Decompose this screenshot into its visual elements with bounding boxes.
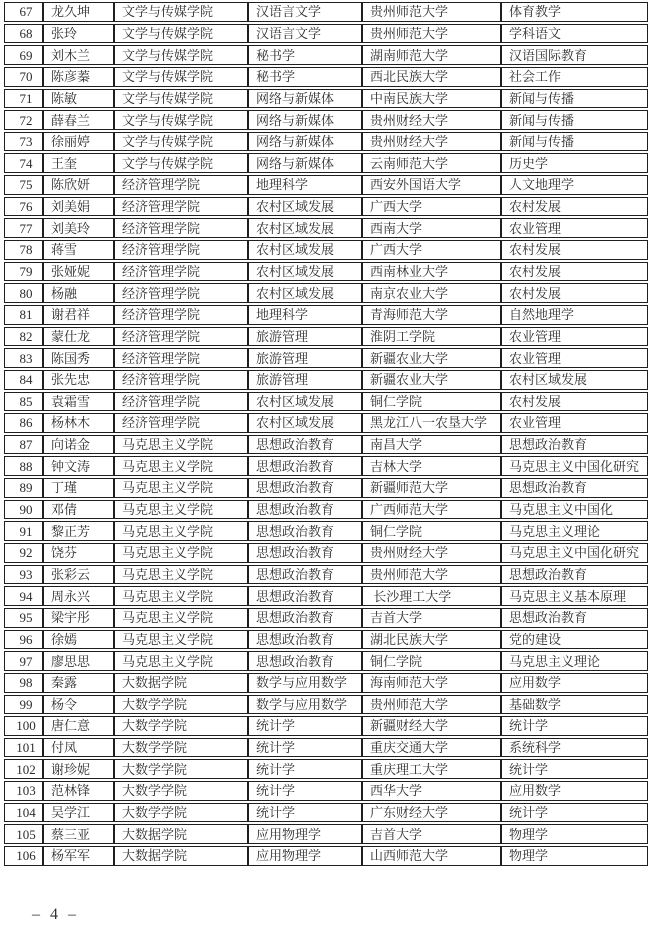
cell-no: 67	[4, 2, 43, 22]
cell-name: 陈欣妍	[43, 175, 114, 195]
table-row	[4, 781, 648, 801]
cell-college: 文学与传媒学院	[114, 2, 248, 22]
cell-specialty: 农业管理	[501, 413, 648, 433]
table-row	[4, 759, 648, 779]
cell-specialty: 马克思主义基本原理	[501, 586, 648, 606]
table-row	[4, 175, 648, 195]
cell-name: 杨令	[43, 695, 114, 715]
cell-specialty: 农村发展	[501, 283, 648, 303]
cell-major: 秘书学	[248, 67, 362, 87]
table-row	[4, 110, 648, 130]
cell-university: 重庆理工大学	[362, 759, 501, 779]
table-row	[4, 370, 648, 390]
table-row	[4, 695, 648, 715]
cell-university: 西南大学	[362, 218, 501, 238]
cell-college: 马克思主义学院	[114, 608, 248, 628]
table-row	[4, 586, 648, 606]
cell-specialty: 自然地理学	[501, 305, 648, 325]
cell-no: 87	[4, 435, 43, 455]
cell-university: 吉林大学	[362, 456, 501, 476]
table-row	[4, 45, 648, 65]
cell-university: 南昌大学	[362, 435, 501, 455]
cell-college: 马克思主义学院	[114, 500, 248, 520]
cell-specialty: 马克思主义中国化研究	[501, 543, 648, 563]
cell-no: 89	[4, 478, 43, 498]
cell-specialty: 马克思主义理论	[501, 521, 648, 541]
cell-university: 西华大学	[362, 781, 501, 801]
cell-major: 数学与应用数学	[248, 673, 362, 693]
cell-university: 山西师范大学	[362, 846, 501, 866]
cell-specialty: 思想政治教育	[501, 478, 648, 498]
cell-major: 思想政治教育	[248, 608, 362, 628]
cell-no: 96	[4, 630, 43, 650]
cell-no: 88	[4, 456, 43, 476]
cell-no: 91	[4, 521, 43, 541]
cell-no: 79	[4, 262, 43, 282]
cell-university: 青海师范大学	[362, 305, 501, 325]
cell-no: 103	[4, 781, 43, 801]
cell-major: 汉语言文学	[248, 2, 362, 22]
cell-university: 铜仁学院	[362, 651, 501, 671]
cell-major: 秘书学	[248, 45, 362, 65]
table-row	[4, 716, 648, 736]
cell-college: 经济管理学院	[114, 283, 248, 303]
cell-name: 陈敏	[43, 89, 114, 109]
cell-specialty: 新闻与传播	[501, 89, 648, 109]
cell-major: 网络与新媒体	[248, 89, 362, 109]
cell-no: 102	[4, 759, 43, 779]
cell-major: 农村区域发展	[248, 413, 362, 433]
table-row	[4, 565, 648, 585]
cell-college: 大数学学院	[114, 716, 248, 736]
cell-university: 新疆农业大学	[362, 370, 501, 390]
cell-no: 106	[4, 846, 43, 866]
cell-university: 贵州师范大学	[362, 2, 501, 22]
cell-name: 唐仁意	[43, 716, 114, 736]
cell-no: 76	[4, 197, 43, 217]
cell-college: 经济管理学院	[114, 413, 248, 433]
table-row	[4, 803, 648, 823]
cell-major: 农村区域发展	[248, 197, 362, 217]
table-row	[4, 824, 648, 844]
table-row	[4, 630, 648, 650]
cell-university: 吉首大学	[362, 608, 501, 628]
cell-specialty: 马克思主义中国化	[501, 500, 648, 520]
cell-college: 文学与传媒学院	[114, 67, 248, 87]
cell-no: 94	[4, 586, 43, 606]
table-row	[4, 153, 648, 173]
cell-university: 新疆农业大学	[362, 348, 501, 368]
table-row	[4, 348, 648, 368]
cell-major: 思想政治教育	[248, 478, 362, 498]
cell-college: 文学与传媒学院	[114, 110, 248, 130]
cell-specialty: 农村区域发展	[501, 370, 648, 390]
cell-name: 谢君祥	[43, 305, 114, 325]
cell-specialty: 物理学	[501, 846, 648, 866]
cell-major: 统计学	[248, 781, 362, 801]
cell-college: 马克思主义学院	[114, 565, 248, 585]
cell-university: 铜仁学院	[362, 521, 501, 541]
cell-specialty: 党的建设	[501, 630, 648, 650]
table-row	[4, 543, 648, 563]
cell-university: 西北民族大学	[362, 67, 501, 87]
cell-major: 旅游管理	[248, 348, 362, 368]
cell-major: 农村区域发展	[248, 218, 362, 238]
cell-major: 思想政治教育	[248, 543, 362, 563]
cell-name: 张先忠	[43, 370, 114, 390]
cell-university: 云南师范大学	[362, 153, 501, 173]
cell-name: 谢珍妮	[43, 759, 114, 779]
cell-no: 104	[4, 803, 43, 823]
cell-no: 99	[4, 695, 43, 715]
cell-specialty: 系统科学	[501, 738, 648, 758]
cell-university: 贵州师范大学	[362, 24, 501, 44]
cell-university: 吉首大学	[362, 824, 501, 844]
cell-name: 陈彦蓁	[43, 67, 114, 87]
cell-university: 广西大学	[362, 197, 501, 217]
table-row	[4, 197, 648, 217]
table-row	[4, 283, 648, 303]
cell-major: 思想政治教育	[248, 630, 362, 650]
cell-name: 吴学江	[43, 803, 114, 823]
table-row	[4, 132, 648, 152]
cell-no: 74	[4, 153, 43, 173]
cell-name: 杨林木	[43, 413, 114, 433]
cell-specialty: 统计学	[501, 716, 648, 736]
cell-name: 饶芬	[43, 543, 114, 563]
cell-major: 网络与新媒体	[248, 153, 362, 173]
cell-name: 周永兴	[43, 586, 114, 606]
cell-major: 思想政治教育	[248, 456, 362, 476]
cell-no: 82	[4, 327, 43, 347]
cell-name: 张彩云	[43, 565, 114, 585]
cell-no: 70	[4, 67, 43, 87]
cell-specialty: 学科语文	[501, 24, 648, 44]
cell-college: 马克思主义学院	[114, 651, 248, 671]
cell-name: 廖思思	[43, 651, 114, 671]
cell-major: 思想政治教育	[248, 521, 362, 541]
cell-university: 湖北民族大学	[362, 630, 501, 650]
cell-college: 大数据学院	[114, 824, 248, 844]
cell-major: 网络与新媒体	[248, 110, 362, 130]
cell-major: 应用物理学	[248, 824, 362, 844]
cell-college: 大数学学院	[114, 738, 248, 758]
cell-college: 文学与传媒学院	[114, 153, 248, 173]
cell-college: 文学与传媒学院	[114, 132, 248, 152]
cell-specialty: 农村发展	[501, 197, 648, 217]
cell-name: 蒋雪	[43, 240, 114, 260]
cell-specialty: 马克思主义理论	[501, 651, 648, 671]
cell-specialty: 统计学	[501, 803, 648, 823]
cell-no: 73	[4, 132, 43, 152]
table-row	[4, 67, 648, 87]
cell-college: 经济管理学院	[114, 240, 248, 260]
cell-university: 贵州财经大学	[362, 110, 501, 130]
table-row	[4, 846, 648, 866]
cell-no: 105	[4, 824, 43, 844]
cell-no: 98	[4, 673, 43, 693]
cell-no: 101	[4, 738, 43, 758]
cell-no: 90	[4, 500, 43, 520]
cell-major: 思想政治教育	[248, 651, 362, 671]
cell-college: 马克思主义学院	[114, 456, 248, 476]
cell-college: 经济管理学院	[114, 370, 248, 390]
cell-name: 刘木兰	[43, 45, 114, 65]
table-row	[4, 327, 648, 347]
cell-no: 92	[4, 543, 43, 563]
table-row	[4, 478, 648, 498]
cell-major: 农村区域发展	[248, 283, 362, 303]
cell-university: 长沙理工大学	[362, 586, 501, 606]
cell-university: 新疆财经大学	[362, 716, 501, 736]
cell-name: 刘美玲	[43, 218, 114, 238]
cell-specialty: 体育教学	[501, 2, 648, 22]
cell-college: 经济管理学院	[114, 175, 248, 195]
table-row	[4, 413, 648, 433]
cell-major: 统计学	[248, 738, 362, 758]
cell-name: 张玲	[43, 24, 114, 44]
table-row	[4, 2, 648, 22]
cell-university: 黑龙江八一农垦大学	[362, 413, 501, 433]
admissions-table-body	[4, 2, 648, 866]
cell-university: 湖南师范大学	[362, 45, 501, 65]
cell-name: 杨军军	[43, 846, 114, 866]
table-row	[4, 240, 648, 260]
cell-college: 马克思主义学院	[114, 543, 248, 563]
table-row	[4, 608, 648, 628]
cell-major: 思想政治教育	[248, 435, 362, 455]
cell-college: 经济管理学院	[114, 305, 248, 325]
table-row	[4, 89, 648, 109]
cell-no: 68	[4, 24, 43, 44]
cell-no: 97	[4, 651, 43, 671]
cell-university: 西南林业大学	[362, 262, 501, 282]
cell-name: 黎正芳	[43, 521, 114, 541]
cell-name: 蒙仕龙	[43, 327, 114, 347]
cell-no: 80	[4, 283, 43, 303]
cell-specialty: 农村发展	[501, 392, 648, 412]
cell-university: 南京农业大学	[362, 283, 501, 303]
cell-no: 86	[4, 413, 43, 433]
cell-name: 邓倩	[43, 500, 114, 520]
cell-no: 84	[4, 370, 43, 390]
cell-name: 薛春兰	[43, 110, 114, 130]
table-row	[4, 651, 648, 671]
cell-university: 重庆交通大学	[362, 738, 501, 758]
cell-no: 75	[4, 175, 43, 195]
cell-major: 农村区域发展	[248, 262, 362, 282]
table-row	[4, 435, 648, 455]
cell-name: 龙久坤	[43, 2, 114, 22]
table-row	[4, 24, 648, 44]
cell-university: 中南民族大学	[362, 89, 501, 109]
cell-specialty: 马克思主义中国化研究	[501, 456, 648, 476]
cell-major: 应用物理学	[248, 846, 362, 866]
admissions-table	[4, 0, 648, 868]
cell-college: 马克思主义学院	[114, 478, 248, 498]
table-row	[4, 738, 648, 758]
cell-specialty: 基础数学	[501, 695, 648, 715]
cell-specialty: 统计学	[501, 759, 648, 779]
cell-college: 大数学学院	[114, 803, 248, 823]
cell-specialty: 农业管理	[501, 327, 648, 347]
cell-specialty: 物理学	[501, 824, 648, 844]
table-row	[4, 521, 648, 541]
cell-major: 汉语言文学	[248, 24, 362, 44]
table-row	[4, 305, 648, 325]
page-number: – 4 –	[32, 906, 79, 923]
cell-specialty: 思想政治教育	[501, 435, 648, 455]
table-row	[4, 262, 648, 282]
cell-no: 78	[4, 240, 43, 260]
cell-name: 刘美娟	[43, 197, 114, 217]
cell-specialty: 农业管理	[501, 348, 648, 368]
cell-college: 马克思主义学院	[114, 521, 248, 541]
cell-college: 马克思主义学院	[114, 630, 248, 650]
cell-no: 85	[4, 392, 43, 412]
cell-specialty: 新闻与传播	[501, 132, 648, 152]
cell-college: 大数据学院	[114, 673, 248, 693]
cell-major: 农村区域发展	[248, 392, 362, 412]
cell-specialty: 应用数学	[501, 673, 648, 693]
cell-no: 93	[4, 565, 43, 585]
cell-major: 统计学	[248, 716, 362, 736]
table-row	[4, 673, 648, 693]
cell-university: 贵州财经大学	[362, 543, 501, 563]
cell-university: 淮阴工学院	[362, 327, 501, 347]
cell-university: 铜仁学院	[362, 392, 501, 412]
cell-no: 95	[4, 608, 43, 628]
cell-major: 思想政治教育	[248, 586, 362, 606]
cell-university: 西安外国语大学	[362, 175, 501, 195]
cell-name: 范林锋	[43, 781, 114, 801]
cell-specialty: 农村发展	[501, 262, 648, 282]
cell-no: 69	[4, 45, 43, 65]
cell-name: 向诺金	[43, 435, 114, 455]
cell-college: 大数学学院	[114, 759, 248, 779]
cell-major: 思想政治教育	[248, 500, 362, 520]
cell-specialty: 思想政治教育	[501, 608, 648, 628]
cell-name: 张娅妮	[43, 262, 114, 282]
cell-major: 统计学	[248, 803, 362, 823]
cell-major: 思想政治教育	[248, 565, 362, 585]
cell-college: 经济管理学院	[114, 197, 248, 217]
cell-major: 网络与新媒体	[248, 132, 362, 152]
cell-university: 广西大学	[362, 240, 501, 260]
cell-college: 经济管理学院	[114, 218, 248, 238]
cell-name: 徐嫣	[43, 630, 114, 650]
cell-specialty: 思想政治教育	[501, 565, 648, 585]
cell-college: 经济管理学院	[114, 392, 248, 412]
cell-college: 大数学学院	[114, 695, 248, 715]
cell-no: 71	[4, 89, 43, 109]
cell-college: 马克思主义学院	[114, 435, 248, 455]
cell-specialty: 应用数学	[501, 781, 648, 801]
cell-university: 贵州师范大学	[362, 695, 501, 715]
cell-major: 地理科学	[248, 175, 362, 195]
cell-no: 77	[4, 218, 43, 238]
cell-major: 数学与应用数学	[248, 695, 362, 715]
cell-major: 旅游管理	[248, 327, 362, 347]
cell-name: 丁瑾	[43, 478, 114, 498]
cell-college: 经济管理学院	[114, 262, 248, 282]
cell-college: 文学与传媒学院	[114, 45, 248, 65]
cell-name: 王奎	[43, 153, 114, 173]
cell-college: 马克思主义学院	[114, 586, 248, 606]
table-row	[4, 500, 648, 520]
cell-name: 杨融	[43, 283, 114, 303]
cell-specialty: 人文地理学	[501, 175, 648, 195]
cell-university: 贵州师范大学	[362, 565, 501, 585]
cell-college: 大数据学院	[114, 846, 248, 866]
cell-college: 大数学学院	[114, 781, 248, 801]
cell-university: 广西师范大学	[362, 500, 501, 520]
cell-university: 海南师范大学	[362, 673, 501, 693]
cell-major: 统计学	[248, 759, 362, 779]
cell-college: 经济管理学院	[114, 327, 248, 347]
cell-no: 100	[4, 716, 43, 736]
cell-name: 蔡三亚	[43, 824, 114, 844]
cell-specialty: 农业管理	[501, 218, 648, 238]
table-row	[4, 456, 648, 476]
cell-college: 经济管理学院	[114, 348, 248, 368]
cell-no: 81	[4, 305, 43, 325]
cell-name: 秦露	[43, 673, 114, 693]
cell-specialty: 新闻与传播	[501, 110, 648, 130]
cell-specialty: 历史学	[501, 153, 648, 173]
table-row	[4, 218, 648, 238]
cell-major: 地理科学	[248, 305, 362, 325]
cell-no: 72	[4, 110, 43, 130]
cell-no: 83	[4, 348, 43, 368]
cell-college: 文学与传媒学院	[114, 89, 248, 109]
table-row	[4, 392, 648, 412]
cell-university: 贵州财经大学	[362, 132, 501, 152]
cell-specialty: 农村发展	[501, 240, 648, 260]
cell-name: 袁霜雪	[43, 392, 114, 412]
cell-university: 新疆师范大学	[362, 478, 501, 498]
cell-university: 广东财经大学	[362, 803, 501, 823]
cell-name: 钟文涛	[43, 456, 114, 476]
cell-major: 农村区域发展	[248, 240, 362, 260]
cell-specialty: 社会工作	[501, 67, 648, 87]
cell-major: 旅游管理	[248, 370, 362, 390]
cell-college: 文学与传媒学院	[114, 24, 248, 44]
cell-name: 徐丽婷	[43, 132, 114, 152]
cell-name: 付凤	[43, 738, 114, 758]
cell-specialty: 汉语国际教育	[501, 45, 648, 65]
cell-name: 梁宇彤	[43, 608, 114, 628]
cell-name: 陈国秀	[43, 348, 114, 368]
